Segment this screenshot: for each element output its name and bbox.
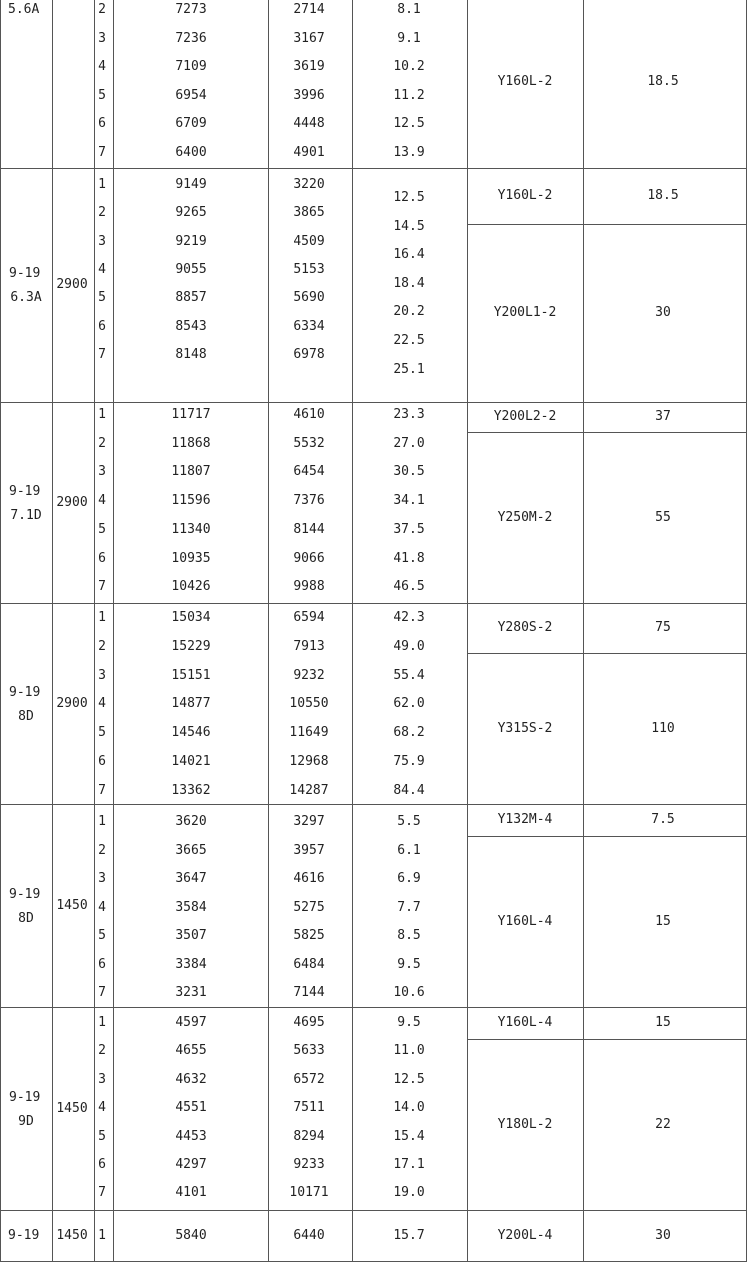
position-number: 2 [98, 435, 106, 451]
flow-value: 7273 [175, 2, 207, 17]
flow-value: 7109 [175, 59, 207, 75]
internal-power-value: 49.0 [393, 638, 425, 654]
internal-power-value: 84.4 [393, 782, 425, 798]
fan-model-size: 8D [18, 910, 34, 926]
internal-power-value: 55.4 [393, 667, 425, 683]
fan-model: 9-19 [9, 684, 41, 700]
pressure-value: 5825 [293, 928, 325, 943]
position-number: 4 [98, 59, 106, 75]
internal-power-value: 10.6 [393, 985, 425, 1000]
position-number: 4 [98, 696, 106, 712]
pressure-value: 5633 [293, 1043, 325, 1059]
pressure-value: 3957 [293, 842, 325, 858]
internal-power-value: 30.5 [393, 464, 425, 480]
pressure-value: 4695 [293, 1015, 325, 1030]
position-number: 5 [98, 87, 106, 103]
position-number: 7 [98, 985, 106, 1000]
position-number: 6 [98, 1157, 106, 1172]
internal-power-value: 20.2 [393, 304, 425, 320]
fan-model: 9-19 [9, 483, 41, 499]
flow-value: 8543 [175, 318, 207, 334]
position-number: 3 [98, 667, 106, 683]
flow-cell [113, 0, 268, 168]
speed-value: 2900 [56, 277, 88, 292]
position-number: 6 [98, 550, 106, 566]
pressure-value: 7144 [293, 985, 325, 1000]
fan-model: 9-19 [9, 886, 41, 902]
flow-value: 4632 [175, 1071, 207, 1087]
position-number: 1 [98, 1015, 106, 1030]
flow-value: 8857 [175, 290, 207, 306]
pressure-value: 6572 [293, 1071, 325, 1087]
flow-value: 9055 [175, 261, 207, 277]
speed-value: 2900 [56, 695, 88, 711]
flow-value: 9219 [175, 233, 207, 249]
flow-value: 6709 [175, 116, 207, 132]
fan-model: 9-19 [9, 1089, 41, 1105]
flow-value: 3620 [175, 814, 207, 829]
flow-value: 9265 [175, 205, 207, 221]
internal-power-value: 41.8 [393, 550, 425, 566]
internal-power-value: 12.5 [393, 116, 425, 132]
pressure-value: 5153 [293, 261, 325, 277]
internal-power-value: 75.9 [393, 754, 425, 769]
motor-power: 22 [655, 1116, 671, 1132]
pressure-value: 8294 [293, 1128, 325, 1144]
internal-power-value: 13.9 [393, 145, 425, 160]
power-cell [352, 0, 467, 168]
internal-power-value: 6.1 [397, 842, 421, 858]
internal-power-value: 14.5 [393, 218, 425, 234]
position-number: 3 [98, 1071, 106, 1087]
internal-power-value: 15.7 [393, 1228, 425, 1243]
position-number: 5 [98, 521, 106, 537]
motor-type: Y315S-2 [497, 720, 553, 736]
speed-value: 1450 [56, 1100, 88, 1116]
position-number: 7 [98, 346, 106, 362]
position-number: 4 [98, 261, 106, 277]
flow-value: 4101 [175, 1185, 207, 1201]
motor-type: Y132M-4 [497, 812, 553, 827]
internal-power-value: 5.5 [397, 814, 421, 829]
flow-value: 4597 [175, 1015, 207, 1030]
internal-power-value: 8.5 [397, 928, 421, 943]
motor-power: 7.5 [651, 812, 675, 827]
flow-value: 13362 [171, 782, 211, 798]
pressure-value: 12968 [289, 754, 329, 769]
motor-power: 15 [655, 913, 671, 929]
pressure-value: 10171 [289, 1185, 329, 1201]
flow-value: 14021 [171, 754, 211, 769]
flow-value: 3507 [175, 928, 207, 943]
flow-value: 14546 [171, 725, 211, 741]
position-number: 2 [98, 638, 106, 654]
motor-type: Y200L-4 [497, 1228, 553, 1243]
speed-value: 2900 [56, 494, 88, 510]
flow-value: 3231 [175, 985, 207, 1000]
flow-value: 15229 [171, 638, 211, 654]
speed-value: 1450 [56, 1228, 88, 1243]
internal-power-value: 8.1 [397, 2, 421, 17]
pressure-value: 5532 [293, 435, 325, 451]
motor-type: Y200L1-2 [493, 305, 557, 320]
internal-power-value: 9.5 [397, 1015, 421, 1030]
motor-type: Y160L-2 [497, 74, 553, 89]
motor-power: 30 [655, 1228, 671, 1243]
pressure-value: 4448 [293, 116, 325, 132]
position-number: 1 [98, 814, 106, 829]
pressure-value: 9233 [293, 1157, 325, 1172]
fan-model-size: 7.1D [10, 507, 42, 523]
internal-power-value: 42.3 [393, 610, 425, 625]
flow-value: 11868 [171, 435, 211, 451]
fan-model: 5.6A [8, 2, 40, 17]
position-cell [94, 168, 113, 402]
speed-cell [52, 0, 94, 168]
pressure-value: 2714 [293, 2, 325, 17]
speed-value: 1450 [56, 897, 88, 913]
motor-power: 30 [655, 305, 671, 320]
flow-value: 15151 [171, 667, 211, 683]
internal-power-value: 17.1 [393, 1157, 425, 1172]
motor-type: Y160L-2 [497, 188, 553, 203]
pressure-value: 6334 [293, 318, 325, 334]
internal-power-value: 6.9 [397, 871, 421, 886]
position-number: 3 [98, 30, 106, 46]
fan-model-size: 9D [18, 1113, 34, 1129]
motor-power: 110 [651, 720, 675, 736]
internal-power-value: 68.2 [393, 725, 425, 741]
pressure-cell [268, 168, 352, 402]
flow-value: 8148 [175, 346, 207, 362]
motor-type: Y280S-2 [497, 620, 553, 635]
pressure-value: 4616 [293, 871, 325, 886]
internal-power-value: 10.2 [393, 59, 425, 75]
position-number: 5 [98, 725, 106, 741]
pressure-value: 5275 [293, 899, 325, 915]
internal-power-value: 11.2 [393, 87, 425, 103]
flow-value: 10426 [171, 579, 211, 595]
flow-value: 6400 [175, 145, 207, 160]
model-cell [0, 804, 52, 1007]
pressure-value: 14287 [289, 782, 329, 798]
flow-value: 11807 [171, 464, 211, 480]
pressure-value: 3297 [293, 814, 325, 829]
pressure-value: 6454 [293, 464, 325, 480]
position-number: 2 [98, 842, 106, 858]
motor-type: Y200L2-2 [493, 409, 557, 424]
flow-value: 11717 [171, 407, 211, 422]
flow-value: 11596 [171, 493, 211, 509]
table-bottom-border [0, 1261, 747, 1262]
motor-power: 37 [655, 409, 671, 424]
flow-value: 4655 [175, 1043, 207, 1059]
motor-type: Y180L-2 [497, 1116, 553, 1132]
motor-power: 18.5 [647, 188, 679, 203]
flow-value: 14877 [171, 696, 211, 712]
model-cell [0, 0, 52, 168]
pressure-value: 7511 [293, 1100, 325, 1116]
internal-power-value: 12.5 [393, 1071, 425, 1087]
pressure-value: 3167 [293, 30, 325, 46]
pressure-value: 6484 [293, 956, 325, 972]
position-number: 1 [98, 610, 106, 625]
position-number: 3 [98, 871, 106, 886]
pressure-value: 9066 [293, 550, 325, 566]
internal-power-value: 34.1 [393, 493, 425, 509]
pressure-value: 4509 [293, 233, 325, 249]
position-number: 2 [98, 2, 106, 17]
flow-value: 7236 [175, 30, 207, 46]
position-number: 4 [98, 493, 106, 509]
position-number: 7 [98, 145, 106, 160]
pressure-value: 3220 [293, 177, 325, 192]
internal-power-value: 22.5 [393, 333, 425, 348]
motor-power: 15 [655, 1015, 671, 1030]
internal-power-value: 11.0 [393, 1043, 425, 1059]
position-number: 1 [98, 177, 106, 192]
pressure-value: 3619 [293, 59, 325, 75]
fan-model-size: 6.3A [10, 290, 42, 305]
pressure-value: 7376 [293, 493, 325, 509]
position-number: 2 [98, 1043, 106, 1059]
flow-value: 11340 [171, 521, 211, 537]
position-number: 7 [98, 782, 106, 798]
pressure-value: 4610 [293, 407, 325, 422]
flow-value: 10935 [171, 550, 211, 566]
flow-value: 6954 [175, 87, 207, 103]
position-number: 6 [98, 116, 106, 132]
position-number: 5 [98, 1128, 106, 1144]
model-cell [0, 402, 52, 603]
flow-value: 3647 [175, 871, 207, 886]
motor-power: 55 [655, 509, 671, 525]
position-number: 5 [98, 928, 106, 943]
pressure-value: 11649 [289, 725, 329, 741]
internal-power-value: 25.1 [393, 361, 425, 377]
position-number: 4 [98, 1100, 106, 1116]
pressure-value: 9232 [293, 667, 325, 683]
internal-power-value: 9.5 [397, 956, 421, 972]
position-number: 2 [98, 205, 106, 221]
internal-power-value: 16.4 [393, 247, 425, 263]
internal-power-value: 7.7 [397, 899, 421, 915]
model-cell [0, 168, 52, 402]
motor-power: 75 [655, 620, 671, 635]
flow-value: 4453 [175, 1128, 207, 1144]
position-number: 5 [98, 290, 106, 306]
internal-power-value: 27.0 [393, 435, 425, 451]
position-cell [94, 0, 113, 168]
pressure-value: 8144 [293, 521, 325, 537]
internal-power-value: 12.5 [393, 190, 425, 205]
position-number: 6 [98, 956, 106, 972]
internal-power-value: 14.0 [393, 1100, 425, 1116]
motor-type: Y160L-4 [497, 1015, 553, 1030]
position-number: 4 [98, 899, 106, 915]
flow-value: 4297 [175, 1157, 207, 1172]
model-cell [0, 1007, 52, 1210]
table-right-border [746, 0, 747, 1262]
position-number: 1 [98, 407, 106, 422]
internal-power-value: 37.5 [393, 521, 425, 537]
motor-type: Y250M-2 [497, 509, 553, 525]
pressure-value: 9988 [293, 579, 325, 595]
pressure-value: 3865 [293, 205, 325, 221]
fan-model: 9-19 [9, 266, 41, 281]
motor-power: 18.5 [647, 74, 679, 89]
fan-model: 9-19 [8, 1228, 40, 1243]
flow-value: 4551 [175, 1100, 207, 1116]
pressure-value: 5690 [293, 290, 325, 306]
fan-model-size: 8D [18, 708, 34, 724]
pressure-value: 6440 [293, 1228, 325, 1243]
internal-power-value: 62.0 [393, 696, 425, 712]
position-number: 7 [98, 1185, 106, 1201]
internal-power-value: 46.5 [393, 579, 425, 595]
pressure-value: 6978 [293, 346, 325, 362]
motor-type: Y160L-4 [497, 913, 553, 929]
flow-value: 3665 [175, 842, 207, 858]
pressure-value: 4901 [293, 145, 325, 160]
internal-power-value: 18.4 [393, 275, 425, 291]
internal-power-value: 23.3 [393, 407, 425, 422]
flow-cell [113, 168, 268, 402]
pressure-value: 10550 [289, 696, 329, 712]
internal-power-value: 9.1 [397, 30, 421, 46]
internal-power-value: 15.4 [393, 1128, 425, 1144]
position-number: 7 [98, 579, 106, 595]
pressure-value: 3996 [293, 87, 325, 103]
position-number: 1 [98, 1228, 106, 1243]
pressure-cell [268, 0, 352, 168]
flow-value: 15034 [171, 610, 211, 625]
model-cell [0, 603, 52, 804]
position-number: 6 [98, 318, 106, 334]
pressure-value: 6594 [293, 610, 325, 625]
position-number: 3 [98, 464, 106, 480]
internal-power-value: 19.0 [393, 1185, 425, 1201]
pressure-value: 7913 [293, 638, 325, 654]
flow-value: 9149 [175, 177, 207, 192]
flow-value: 3384 [175, 956, 207, 972]
position-number: 3 [98, 233, 106, 249]
flow-value: 5840 [175, 1228, 207, 1243]
flow-value: 3584 [175, 899, 207, 915]
position-number: 6 [98, 754, 106, 769]
